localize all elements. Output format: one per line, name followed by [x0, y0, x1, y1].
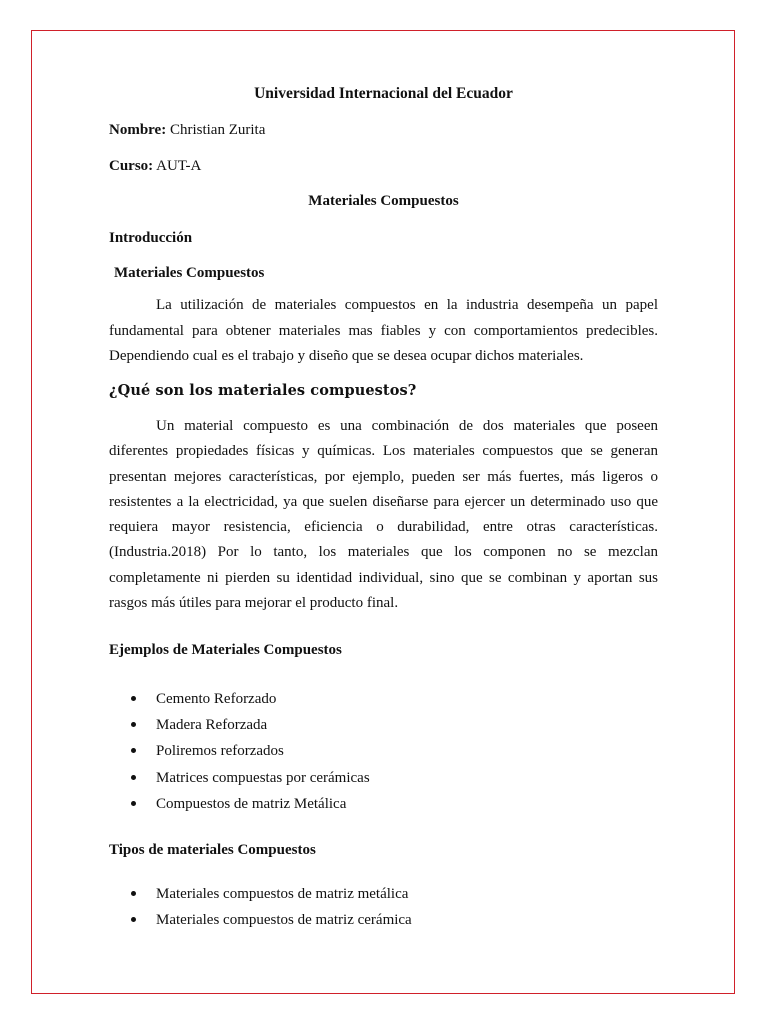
- bullet-icon: [131, 722, 136, 727]
- intro-paragraph: La utilización de materiales compuestos en la industria desempeña un papel fundamental para obtener materiales mas fiables y con comportamientos predecibles. Dependiendo cual es el trabajo y diseño que se desea ocupar dichos materiales.: [109, 297, 658, 364]
- section-introduction: Introducción: [109, 230, 193, 246]
- question-heading: ¿Qué son los materiales compuestos?: [109, 382, 417, 399]
- bullet-icon: [131, 891, 136, 896]
- bullet-icon: [131, 801, 136, 806]
- list-item: Poliremos reforzados: [109, 741, 658, 767]
- bullet-icon: [131, 748, 136, 753]
- nombre-label: Nombre:: [109, 122, 167, 138]
- examples-heading: Ejemplos de Materiales Compuestos: [109, 642, 342, 658]
- main-title: Materiales Compuestos: [308, 193, 459, 209]
- student-name-line: [109, 120, 658, 140]
- curso-value: AUT-A: [156, 158, 202, 174]
- list-item: Matrices compuestas por cerámicas: [109, 768, 658, 794]
- bullet-icon: [131, 775, 136, 780]
- nombre-value: Christian Zurita: [169, 122, 266, 138]
- list-item: Materiales compuestos de matriz metálica: [109, 884, 658, 910]
- course-line: [109, 156, 658, 176]
- list-item: Madera Reforzada: [109, 715, 658, 741]
- bullet-icon: [131, 696, 136, 701]
- curso-label: Curso:: [109, 158, 154, 174]
- bullet-icon: [131, 917, 136, 922]
- types-heading: Tipos de materiales Compuestos: [109, 842, 316, 858]
- list-item: Compuestos de matriz Metálica: [109, 794, 658, 820]
- subsection-title: Materiales Compuestos: [114, 265, 265, 281]
- examples-list: [109, 689, 658, 820]
- list-item: Materiales compuestos de matriz cerámica: [109, 910, 658, 936]
- university-title: Universidad Internacional del Ecuador: [254, 85, 513, 102]
- definition-paragraph: Un material compuesto es una combinación de dos materiales que poseen diferentes propiedades físicas y químicas. Los materiales compuestos que se generan presentan mejores características, por ejemplo, pueden ser más fuertes, más ligeros o resistentes a la electricidad, ya que suelen diseñarse para ejercer un determinado uso que requiera mayor resistencia, eficiencia o durabilidad, entre otras características. (Industria.2018) Por lo tanto, los materiales que los componen no se mezclan completamente ni pierden su identidad individual, sino que se combinan y aportan sus rasgos más útiles para mejorar el producto final.: [109, 418, 658, 612]
- types-list: [109, 884, 658, 936]
- list-item: Cemento Reforzado: [109, 689, 658, 715]
